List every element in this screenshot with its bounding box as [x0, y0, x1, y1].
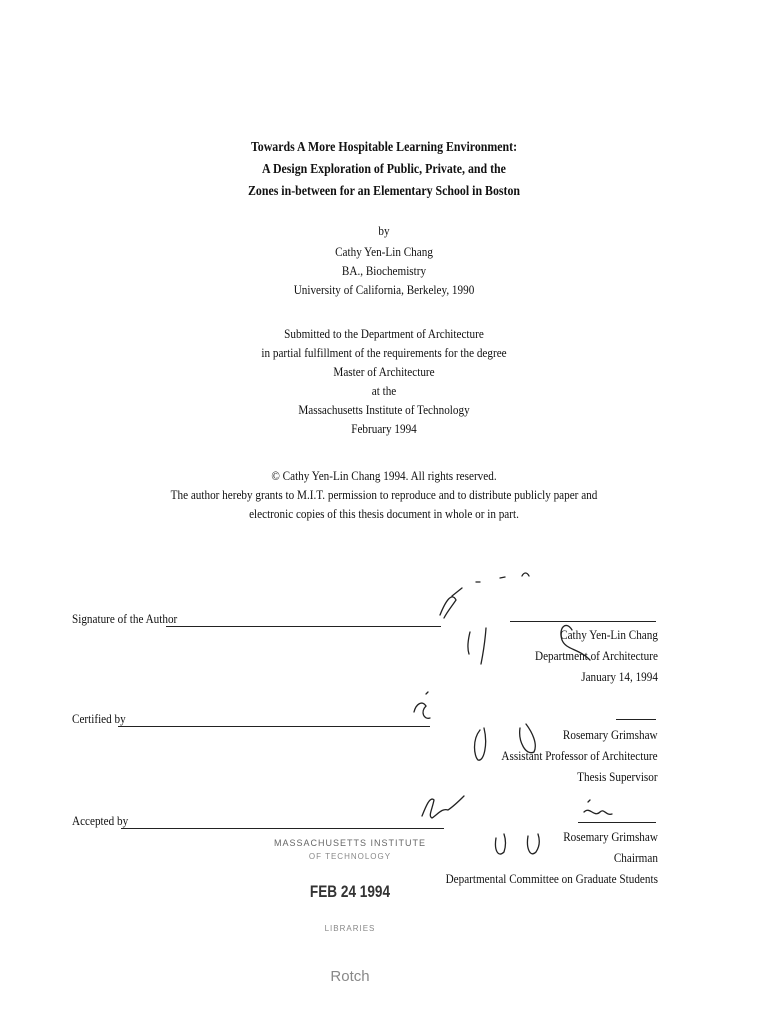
title-line-2: A Design Exploration of Public, Private, and the — [262, 161, 506, 176]
library-stamp-libraries: LIBRARIES — [324, 924, 376, 933]
accepted-chair-scribble — [584, 800, 612, 814]
submission-line-4: at the — [371, 383, 397, 398]
library-stamp-institution: MASSACHUSETTS INSTITUTE — [273, 838, 426, 848]
submission-line-3: Master of Architecture — [333, 364, 435, 379]
certified-signatory-name: Rosemary Grimshaw — [563, 727, 658, 742]
title-line-3: Zones in-between for an Elementary School in Boston — [247, 183, 521, 198]
author-signatory-department: Department of Architecture — [535, 648, 658, 663]
copyright-line-1: © Cathy Yen-Lin Chang 1994. All rights reserved. — [271, 468, 497, 483]
author-degree: BA., Biochemistry — [341, 263, 427, 278]
submission-line-5: Massachusetts Institute of Technology — [298, 402, 470, 417]
certified-signatory-title: Assistant Professor of Architecture — [501, 748, 658, 763]
accepted-by-label: Accepted by — [72, 813, 129, 828]
submission-line-2: in partial fulfillment of the requirements for the degree — [261, 345, 507, 360]
author-signature-scribble — [440, 573, 529, 618]
accepted-signatory-committee: Departmental Committee on Graduate Students — [445, 871, 658, 886]
author-signature-label: Signature of the Author — [72, 611, 178, 626]
by-label: by — [378, 223, 390, 238]
library-collection-stamp: Rotch — [330, 968, 370, 985]
certified-by-label: Certified by — [72, 711, 126, 726]
author-name: Cathy Yen-Lin Chang — [335, 244, 433, 259]
author-initials-scribble — [468, 628, 486, 664]
library-stamp-date: FEB 24 1994 — [309, 882, 391, 901]
author-loop-scribble — [561, 625, 590, 660]
submission-line-6: February 1994 — [351, 421, 417, 436]
author-signatory-name: Cathy Yen-Lin Chang — [560, 627, 658, 642]
author-signature-date: January 14, 1994 — [581, 669, 658, 684]
accepted-signature-scribble — [422, 796, 464, 818]
certified-signature-scribble — [414, 692, 430, 718]
author-prior-institution: University of California, Berkeley, 1990 — [293, 282, 475, 297]
accepted-signatory-title: Chairman — [613, 850, 658, 865]
accepted-signatory-name: Rosemary Grimshaw — [563, 829, 658, 844]
certified-signatory-role: Thesis Supervisor — [577, 769, 658, 784]
copyright-line-3: electronic copies of this thesis document in whole or in part. — [249, 506, 519, 521]
library-stamp-institution-2: OF TECHNOLOGY — [308, 852, 392, 861]
copyright-line-2: The author hereby grants to M.I.T. permission to reproduce and to distribute publicly paper and — [170, 487, 598, 502]
title-line-1: Towards A More Hospitable Learning Environment: — [250, 139, 518, 154]
certified-initials-scribble — [475, 724, 536, 760]
submission-line-1: Submitted to the Department of Architecture — [284, 326, 484, 341]
